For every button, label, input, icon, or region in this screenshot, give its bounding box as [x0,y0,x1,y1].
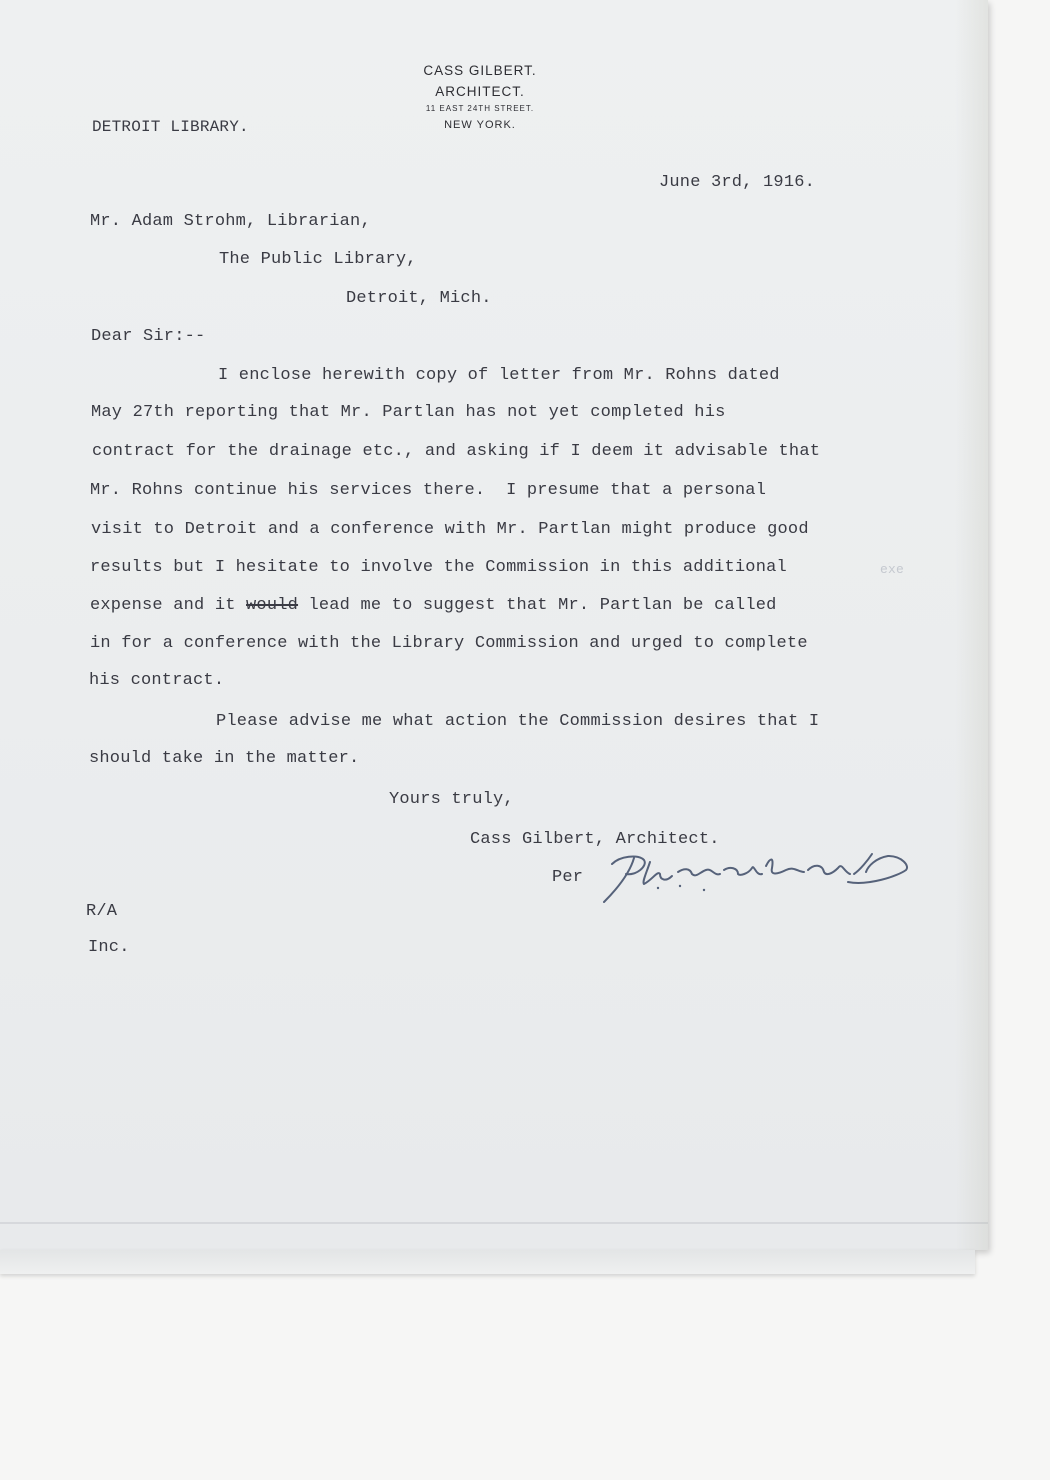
body-para2-line-2: should take in the matter. [89,749,360,768]
recipient-line-3: Detroit, Mich. [346,289,492,308]
typist-initials: R/A [86,902,118,921]
letterhead-name: CASS GILBERT. [423,63,537,78]
letterhead-street: 11 EAST 24TH STREET. [425,104,535,113]
sheet-edge-shadow [955,0,988,1250]
closing: Yours truly, [389,790,514,809]
body-line-5: visit to Detroit and a conference with Mr. Partlan might produce good [91,520,809,539]
sheet-bottom-edge [0,1250,975,1274]
handwritten-signature [598,846,913,908]
letterhead [380,60,580,134]
body-line-7-start: expense and it [90,596,247,615]
reference-line: DETROIT LIBRARY. [92,118,249,136]
body-para2-line-1: Please advise me what action the Commission desires that I [216,712,820,731]
body-line-2: May 27th reporting that Mr. Partlan has not yet completed his [91,403,726,422]
enclosure-note: Inc. [88,938,130,957]
body-line-4: Mr. Rohns continue his services there. I presume that a personal [90,481,767,500]
struck-word: would [246,596,299,615]
recipient-line-1: Mr. Adam Strohm, Librarian, [90,212,371,231]
letterhead-title: ARCHITECT. [435,84,525,99]
letter-date: June 3rd, 1916. [659,173,816,192]
body-line-1: I enclose herewith copy of letter from Mr. Rohns dated [218,366,780,385]
salutation: Dear Sir:-- [91,327,206,346]
faint-overtype: exe [880,562,905,577]
recipient-line-2: The Public Library, [219,250,417,269]
body-line-8: in for a conference with the Library Commission and urged to complete [90,634,808,653]
letterhead-city: NEW YORK. [444,119,516,131]
fold-line [0,1222,988,1224]
body-line-9: his contract. [89,671,225,690]
signature-drawing [598,846,913,908]
body-line-6: results but I hesitate to involve the Commission in this additional [90,558,787,577]
signature-block: Cass Gilbert, Architect. [470,830,720,849]
body-line-3: contract for the drainage etc., and asking if I deem it advisable that [92,442,821,461]
per-label: Per [552,868,584,887]
body-line-7-end: lead me to suggest that Mr. Partlan be called [298,596,777,615]
body-line-7 [90,596,777,615]
